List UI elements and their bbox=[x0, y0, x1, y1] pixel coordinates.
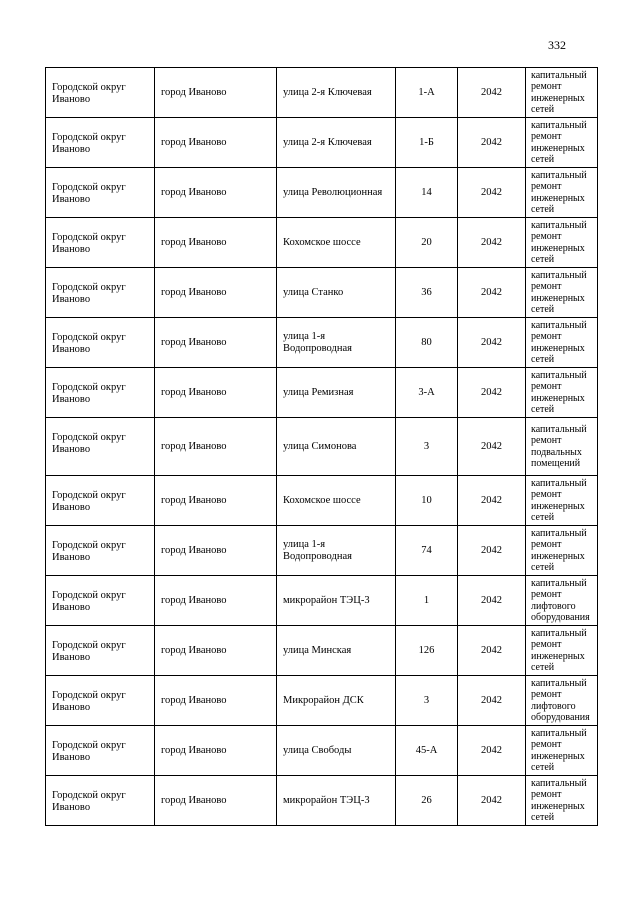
street-cell: Кохомское шоссе bbox=[277, 218, 396, 268]
district-cell: Городской округ Иваново bbox=[46, 318, 155, 368]
table-row bbox=[46, 726, 598, 776]
table-row bbox=[46, 576, 598, 626]
table-row bbox=[46, 368, 598, 418]
table-row bbox=[46, 218, 598, 268]
table-row bbox=[46, 476, 598, 526]
house-number-cell: 26 bbox=[396, 776, 458, 826]
house-number-cell: 3-А bbox=[396, 368, 458, 418]
work-type-cell: капитальный ремонт инженерных сетей bbox=[526, 726, 598, 776]
table-row bbox=[46, 68, 598, 118]
district-cell: Городской округ Иваново bbox=[46, 726, 155, 776]
table-row bbox=[46, 168, 598, 218]
city-cell: город Иваново bbox=[155, 68, 277, 118]
table-row bbox=[46, 526, 598, 576]
city-cell: город Иваново bbox=[155, 168, 277, 218]
street-cell: улица Свободы bbox=[277, 726, 396, 776]
house-number-cell: 36 bbox=[396, 268, 458, 318]
year-cell: 2042 bbox=[458, 418, 526, 476]
district-cell: Городской округ Иваново bbox=[46, 526, 155, 576]
city-cell: город Иваново bbox=[155, 218, 277, 268]
year-cell: 2042 bbox=[458, 168, 526, 218]
table-row bbox=[46, 118, 598, 168]
district-cell: Городской округ Иваново bbox=[46, 218, 155, 268]
table-row bbox=[46, 626, 598, 676]
city-cell: город Иваново bbox=[155, 368, 277, 418]
year-cell: 2042 bbox=[458, 476, 526, 526]
city-cell: город Иваново bbox=[155, 676, 277, 726]
city-cell: город Иваново bbox=[155, 626, 277, 676]
city-cell: город Иваново bbox=[155, 526, 277, 576]
street-cell: улица 2-я Ключевая bbox=[277, 68, 396, 118]
city-cell: город Иваново bbox=[155, 118, 277, 168]
street-cell: улица 2-я Ключевая bbox=[277, 118, 396, 168]
street-cell: микрорайон ТЭЦ-3 bbox=[277, 576, 396, 626]
house-number-cell: 10 bbox=[396, 476, 458, 526]
year-cell: 2042 bbox=[458, 726, 526, 776]
work-type-cell: капитальный ремонт инженерных сетей bbox=[526, 118, 598, 168]
work-type-cell: капитальный ремонт инженерных сетей bbox=[526, 626, 598, 676]
year-cell: 2042 bbox=[458, 676, 526, 726]
work-type-cell: капитальный ремонт лифтового оборудования bbox=[526, 676, 598, 726]
table-row bbox=[46, 776, 598, 826]
year-cell: 2042 bbox=[458, 526, 526, 576]
table-row bbox=[46, 676, 598, 726]
house-number-cell: 1 bbox=[396, 576, 458, 626]
house-number-cell: 74 bbox=[396, 526, 458, 576]
city-cell: город Иваново bbox=[155, 318, 277, 368]
house-number-cell: 3 bbox=[396, 676, 458, 726]
street-cell: улица 1-я Водопроводная bbox=[277, 318, 396, 368]
city-cell: город Иваново bbox=[155, 476, 277, 526]
city-cell: город Иваново bbox=[155, 776, 277, 826]
house-number-cell: 3 bbox=[396, 418, 458, 476]
district-cell: Городской округ Иваново bbox=[46, 776, 155, 826]
house-number-cell: 45-А bbox=[396, 726, 458, 776]
repair-registry-table bbox=[45, 67, 598, 826]
work-type-cell: капитальный ремонт инженерных сетей bbox=[526, 776, 598, 826]
year-cell: 2042 bbox=[458, 318, 526, 368]
year-cell: 2042 bbox=[458, 118, 526, 168]
street-cell: улица 1-я Водопроводная bbox=[277, 526, 396, 576]
district-cell: Городской округ Иваново bbox=[46, 118, 155, 168]
house-number-cell: 14 bbox=[396, 168, 458, 218]
street-cell: улица Станко bbox=[277, 268, 396, 318]
street-cell: улица Симонова bbox=[277, 418, 396, 476]
year-cell: 2042 bbox=[458, 368, 526, 418]
street-cell: улица Революционная bbox=[277, 168, 396, 218]
work-type-cell: капитальный ремонт лифтового оборудования bbox=[526, 576, 598, 626]
house-number-cell: 1-Б bbox=[396, 118, 458, 168]
street-cell: улица Минская bbox=[277, 626, 396, 676]
district-cell: Городской округ Иваново bbox=[46, 368, 155, 418]
district-cell: Городской округ Иваново bbox=[46, 576, 155, 626]
district-cell: Городской округ Иваново bbox=[46, 68, 155, 118]
house-number-cell: 20 bbox=[396, 218, 458, 268]
page-number: 332 bbox=[548, 38, 566, 52]
work-type-cell: капитальный ремонт инженерных сетей bbox=[526, 368, 598, 418]
work-type-cell: капитальный ремонт инженерных сетей bbox=[526, 218, 598, 268]
year-cell: 2042 bbox=[458, 218, 526, 268]
house-number-cell: 80 bbox=[396, 318, 458, 368]
district-cell: Городской округ Иваново bbox=[46, 418, 155, 476]
house-number-cell: 1-А bbox=[396, 68, 458, 118]
district-cell: Городской округ Иваново bbox=[46, 168, 155, 218]
street-cell: Кохомское шоссе bbox=[277, 476, 396, 526]
district-cell: Городской округ Иваново bbox=[46, 626, 155, 676]
work-type-cell: капитальный ремонт подвальных помещений bbox=[526, 418, 598, 476]
work-type-cell: капитальный ремонт инженерных сетей bbox=[526, 476, 598, 526]
work-type-cell: капитальный ремонт инженерных сетей bbox=[526, 68, 598, 118]
table-row bbox=[46, 418, 598, 476]
work-type-cell: капитальный ремонт инженерных сетей bbox=[526, 168, 598, 218]
year-cell: 2042 bbox=[458, 576, 526, 626]
year-cell: 2042 bbox=[458, 68, 526, 118]
street-cell: микрорайон ТЭЦ-3 bbox=[277, 776, 396, 826]
work-type-cell: капитальный ремонт инженерных сетей bbox=[526, 318, 598, 368]
district-cell: Городской округ Иваново bbox=[46, 476, 155, 526]
year-cell: 2042 bbox=[458, 268, 526, 318]
city-cell: город Иваново bbox=[155, 576, 277, 626]
year-cell: 2042 bbox=[458, 776, 526, 826]
work-type-cell: капитальный ремонт инженерных сетей bbox=[526, 526, 598, 576]
city-cell: город Иваново bbox=[155, 418, 277, 476]
table-row bbox=[46, 318, 598, 368]
district-cell: Городской округ Иваново bbox=[46, 268, 155, 318]
work-type-cell: капитальный ремонт инженерных сетей bbox=[526, 268, 598, 318]
year-cell: 2042 bbox=[458, 626, 526, 676]
street-cell: Микрорайон ДСК bbox=[277, 676, 396, 726]
house-number-cell: 126 bbox=[396, 626, 458, 676]
table-row bbox=[46, 268, 598, 318]
city-cell: город Иваново bbox=[155, 726, 277, 776]
district-cell: Городской округ Иваново bbox=[46, 676, 155, 726]
city-cell: город Иваново bbox=[155, 268, 277, 318]
street-cell: улица Ремизная bbox=[277, 368, 396, 418]
